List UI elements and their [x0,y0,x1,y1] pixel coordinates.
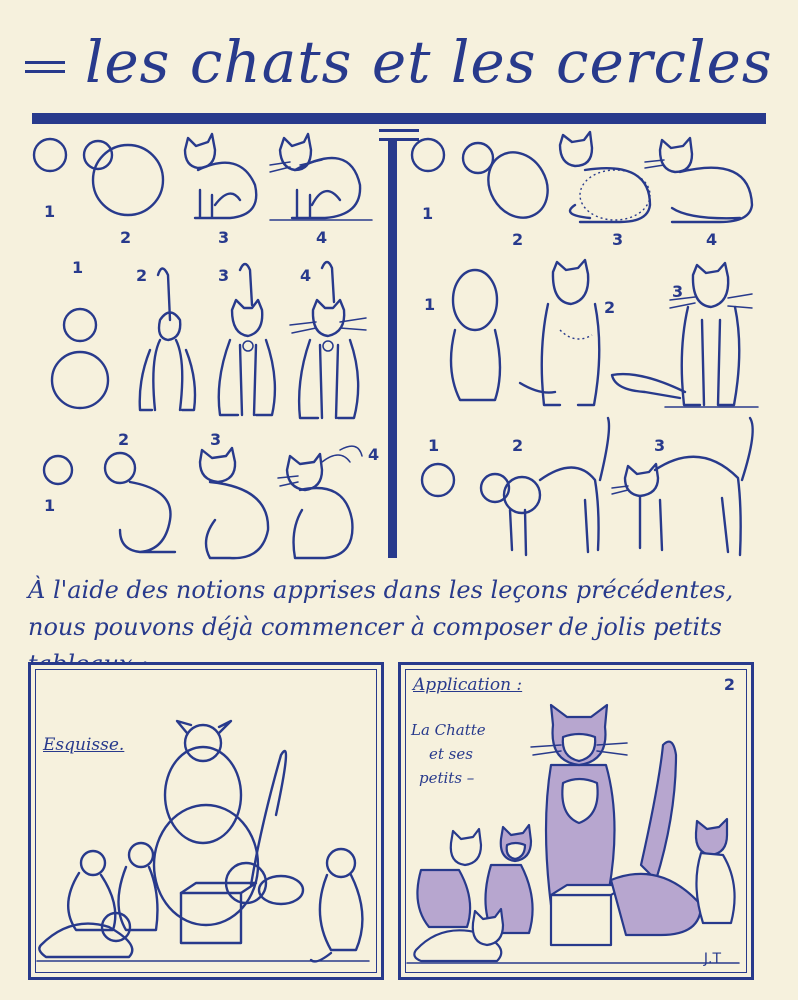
artist-signature: J.T [703,951,721,967]
caption-line-2: et ses [429,745,473,763]
cat-lying-steps [412,132,752,228]
step-number-ml-3: 3 [218,266,230,285]
step-number-br-3: 3 [654,436,666,455]
title-text: les chats et les cercles [84,28,773,96]
step-number-br-2: 2 [512,436,524,455]
step-number-bl-3: 3 [210,430,222,449]
step-number-tl-1: 1 [44,202,56,221]
plate-number: 2 [723,675,735,694]
cat-arched-steps [422,418,753,555]
step-number-tr-4: 4 [706,230,718,249]
step-number-tr-1: 1 [422,204,434,223]
step-number-bl-2: 2 [118,430,130,449]
step-number-ml-2: 2 [136,266,148,285]
step-number-tr-2: 2 [512,230,524,249]
sketch-label: Esquisse. [43,735,125,755]
step-number-mr-1: 1 [424,295,436,314]
application-panel [398,662,754,980]
step-number-tl-3: 3 [218,228,230,247]
application-label: Application : [413,675,523,695]
cat-back-steps [44,446,362,558]
step-number-br-1: 1 [428,436,440,455]
step-number-tl-4: 4 [316,228,328,247]
step-number-tr-3: 3 [612,230,624,249]
sketch-panel [28,662,384,980]
cat-seated-steps [451,260,758,407]
step-number-mr-3: 3 [672,282,684,301]
step-number-mr-2: 2 [604,298,616,317]
caption-line-1: La Chatte [411,721,486,739]
step-number-bl-4: 4 [368,445,380,464]
step-number-ml-4: 4 [300,266,312,285]
cat-front-steps [52,262,366,418]
step-number-ml-1: 1 [72,258,84,277]
cat-side-steps [34,134,372,220]
application-drawing [401,665,745,971]
intro-paragraph: À l'aide des notions apprises dans les leçons précédentes, nous pouvons déjà commencer à composer de jolis petits [28,576,734,641]
step-number-tl-2: 2 [120,228,132,247]
step-number-bl-1: 1 [44,496,56,515]
sketch-drawing [31,665,375,971]
caption-line-3: petits – [419,769,475,787]
